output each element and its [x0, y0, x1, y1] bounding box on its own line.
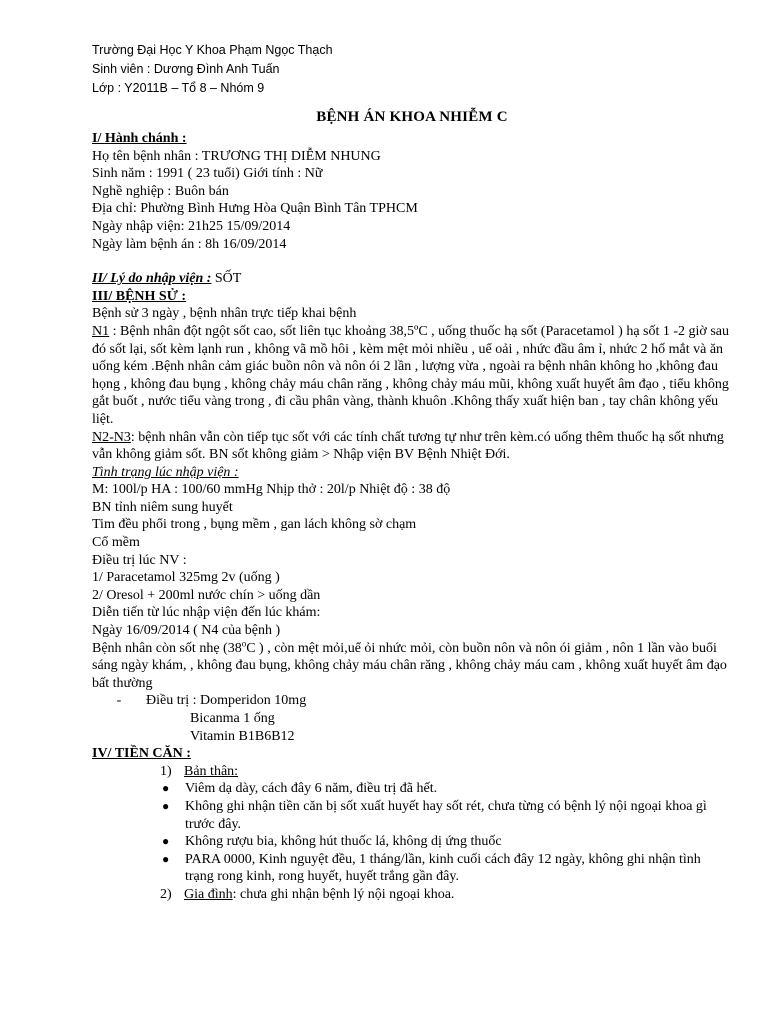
exam-line: 2/ Oresol + 200ml nước chín > uống dần [92, 587, 321, 603]
occupation: Nghề nghiệp : Buôn bán [92, 183, 229, 199]
family-history [92, 886, 732, 904]
history-item-text: Không rượu bia, không hút thuốc lá, không dị ứng thuốc [185, 834, 502, 850]
address: Địa chỉ: Phường Bình Hưng Hòa Quận Bình Tân TPHCM [92, 201, 418, 217]
personal-history-heading [92, 763, 732, 781]
document-title: BỆNH ÁN KHOA NHIỄM C [316, 109, 508, 125]
school-name: Trường Đại Học Y Khoa Phạm Ngọc Thạch [92, 43, 333, 57]
day1-paragraph [92, 323, 732, 429]
list-item [92, 851, 732, 886]
document-page [92, 41, 732, 904]
list-item [92, 798, 732, 833]
treatment-label: Điều trị : Domperidon 10mg [146, 693, 307, 709]
section-heading-hanh-chanh: I/ Hành chánh : [92, 131, 187, 146]
history-intro: Bệnh sử 3 ngày , bệnh nhân trực tiếp khai bệnh [92, 306, 357, 322]
reason-value: SỐT [211, 271, 242, 287]
bullet-icon: ● [162, 798, 170, 813]
section-heading-benh-su: III/ BỆNH SỬ : [92, 288, 187, 304]
history-item-text: Không ghi nhận tiền căn bị sốt xuất huyết hay sốt rét, chưa từng có bệnh lý nội ngoại khoa gì trước đây. [185, 798, 707, 832]
day2-3-text: : bệnh nhân vẫn còn tiếp tục sốt với các tính chất tương tự như trên kèm.có uống thêm thuốc hạ sốt nhưng vẫn không giảm sốt. BN sốt không giảm > Nhập viện BV Bệnh Nhiệt Đới. [92, 429, 724, 463]
history-item-text: PARA 0000, Kinh nguyệt đều, 1 tháng/lần, kinh cuối cách đây 12 ngày, không ghi nhận tình trạng rong kinh, rong huyết, huyết trắng gần đây. [185, 851, 701, 885]
reason-for-admission [92, 270, 732, 288]
day2-3-paragraph [92, 429, 732, 464]
day4-paragraph [92, 637, 732, 693]
degree-superscript: o [241, 637, 247, 648]
admission-date: Ngày nhập viện: 21h25 15/09/2014 [92, 218, 291, 234]
family-history-label: Gia đình [184, 886, 233, 902]
birth-year-gender: Sinh năm : 1991 ( 23 tuổi) Giới tính : Nữ [92, 166, 323, 182]
bullet-icon: ● [162, 851, 170, 866]
list-item [92, 780, 732, 798]
exam-line: BN tỉnh niêm sung huyết [92, 499, 233, 515]
admission-status-heading: Tình trạng lúc nhập viện : [92, 464, 239, 480]
treatment-line [92, 692, 732, 710]
day4-text-pre: Bệnh nhân còn sốt nhẹ (38 [92, 640, 242, 656]
day1-text: : Bệnh nhân đột ngột sốt cao, sốt liên tục khoảng 38,5ºC , uống thuốc hạ sốt (Paracetamol ) hạ sốt 1 -2 giờ sau đó sốt lại, sốt kèm lạnh run , không vã mồ hôi , kèm mệt mỏi nhiều , uể oải , nhức đầu âm ỉ, nhức 2 hố mắt và ăn uống kém .Bệnh nhân cảm giác buồn nôn và nôn ói 2 lần , lượng vừa , ngoài ra bệnh nhân không ho ,không đau họng , không đau bụng , không chảy máu chân răng , không chảy máu mũi, không xuất huyết âm đạo , tiểu không gắt buốt , nước tiểu vàng trong , đi cầu phân vàng, thành khuôn .Không thấy xuất hiện ban , tay chân không yếu liệt. [92, 323, 729, 427]
exam-line: Tim đều phổi trong , bụng mềm , gan lách không sờ chạm [92, 517, 417, 533]
exam-line: Điều trị lúc NV : [92, 552, 187, 568]
treatment-item: Bicanma 1 ống [190, 711, 275, 726]
student-name: Sinh viên : Dương Đình Anh Tuấn [92, 62, 280, 76]
bullet-icon: ● [162, 834, 170, 849]
record-date: Ngày làm bệnh án : 8h 16/09/2014 [92, 236, 287, 252]
patient-name: Họ tên bệnh nhân : TRƯƠNG THỊ DIỄM NHUNG [92, 148, 381, 164]
personal-history-label: Bản thân: [184, 763, 239, 779]
class-info: Lớp : Y2011B – Tổ 8 – Nhóm 9 [92, 81, 265, 95]
section-heading-ly-do: II/ Lý do nhập viện : [92, 271, 212, 287]
list-number: 2) [160, 886, 172, 902]
exam-line: Diễn tiến từ lúc nhập viện đến lúc khám: [92, 605, 321, 621]
day1-label: N1 [92, 323, 110, 339]
exam-line: 1/ Paracetamol 325mg 2v (uống ) [92, 570, 280, 586]
treatment-item: Vitamin B1B6B12 [190, 728, 295, 744]
bullet-icon: ● [162, 781, 170, 796]
day2-3-label: N2-N3 [92, 429, 131, 445]
section-heading-tien-can: IV/ TIỀN CĂN : [92, 746, 191, 762]
dash-bullet: - [116, 693, 122, 709]
list-number: 1) [160, 763, 172, 779]
history-item-text: Viêm dạ dày, cách đây 6 năm, điều trị đã hết. [185, 781, 438, 797]
exam-line: Ngày 16/09/2014 ( N4 của bệnh ) [92, 623, 281, 639]
document-header [92, 41, 732, 98]
hanh-chanh-block [92, 148, 732, 254]
day4-text-post: C ) , còn mệt mỏi,uể ỏi nhức mỏi, còn buồn nôn và nôn ói giảm , nôn 1 lần vào buổi sáng ngày khám, , không đau bụng, không chảy máu chân răng , không chảy máu cam , không xuất huyết âm đạo bất thường [92, 640, 727, 691]
vital-signs: M: 100l/p HA : 100/60 mmHg Nhịp thở : 20l/p Nhiệt độ : 38 độ [92, 482, 451, 498]
family-history-text: : chưa ghi nhận bệnh lý nội ngoại khoa. [232, 886, 455, 902]
exam-line: Cổ mềm [92, 535, 140, 551]
list-item [92, 833, 732, 851]
